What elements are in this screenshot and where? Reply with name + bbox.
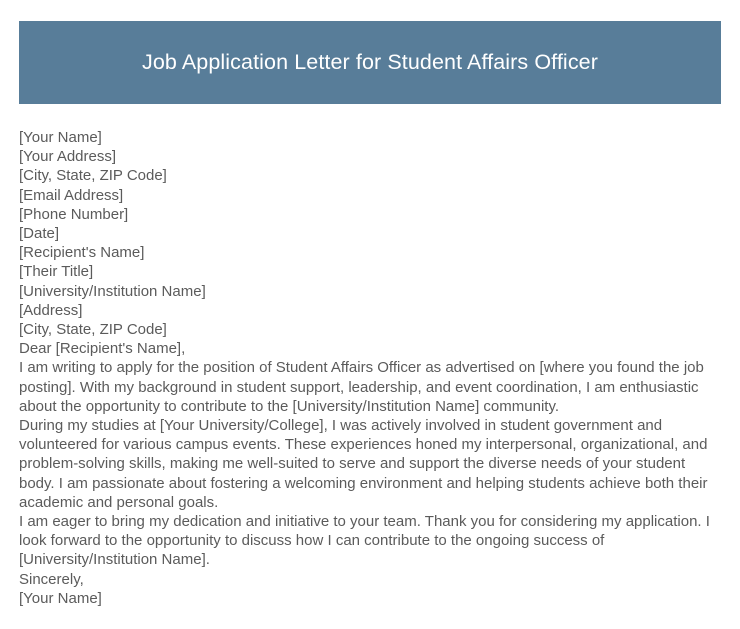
body-paragraph-3: I am eager to bring my dedication and initiative to your team. Thank you for considering my application. I look forward to the opportunity to discuss how I can contribute to the ongoing success of [University/Institution Name]. [19,513,710,569]
sender-line-phone: [Phone Number] [19,205,129,223]
sender-line-address: [Your Address] [19,148,117,166]
sender-address-block [19,128,723,243]
sender-line-date: [Date] [19,225,60,243]
signature-name: [Your Name] [19,589,102,607]
recipient-line-institution: [University/Institution Name] [19,282,206,300]
recipient-line-name: [Recipient's Name] [19,244,145,262]
body-paragraph-1: I am writing to apply for the position of Student Affairs Officer as advertised on [where you found the job posting]. With my background in student support, leadership, and event coordination, I am enthusiastic about the opportunity to contribute to the [University/Institution Name] community. [19,359,704,415]
document-header-banner [19,21,721,104]
recipient-line-city: [City, State, ZIP Code] [19,321,167,339]
recipient-address-block [19,243,723,339]
letter-body [19,128,723,608]
body-paragraph-2: During my studies at [Your University/College], I was actively involved in student government and volunteered for various campus events. These experiences honed my interpersonal, organizational, and problem-solving skills, making me well-suited to serve and support the diverse needs of your student body. I am passionate about fostering a welcoming environment and helping students achieve both their academic and personal goals. [19,417,708,511]
sender-line-city: [City, State, ZIP Code] [19,167,167,185]
page-title: Job Application Letter for Student Affairs Officer [142,49,598,74]
sender-line-name: [Your Name] [19,129,102,146]
sender-line-email: [Email Address] [19,186,124,204]
recipient-line-address: [Address] [19,301,83,319]
closing-salutation: Sincerely, [19,570,84,588]
salutation: Dear [Recipient's Name], [19,340,186,358]
recipient-line-title: [Their Title] [19,263,94,281]
